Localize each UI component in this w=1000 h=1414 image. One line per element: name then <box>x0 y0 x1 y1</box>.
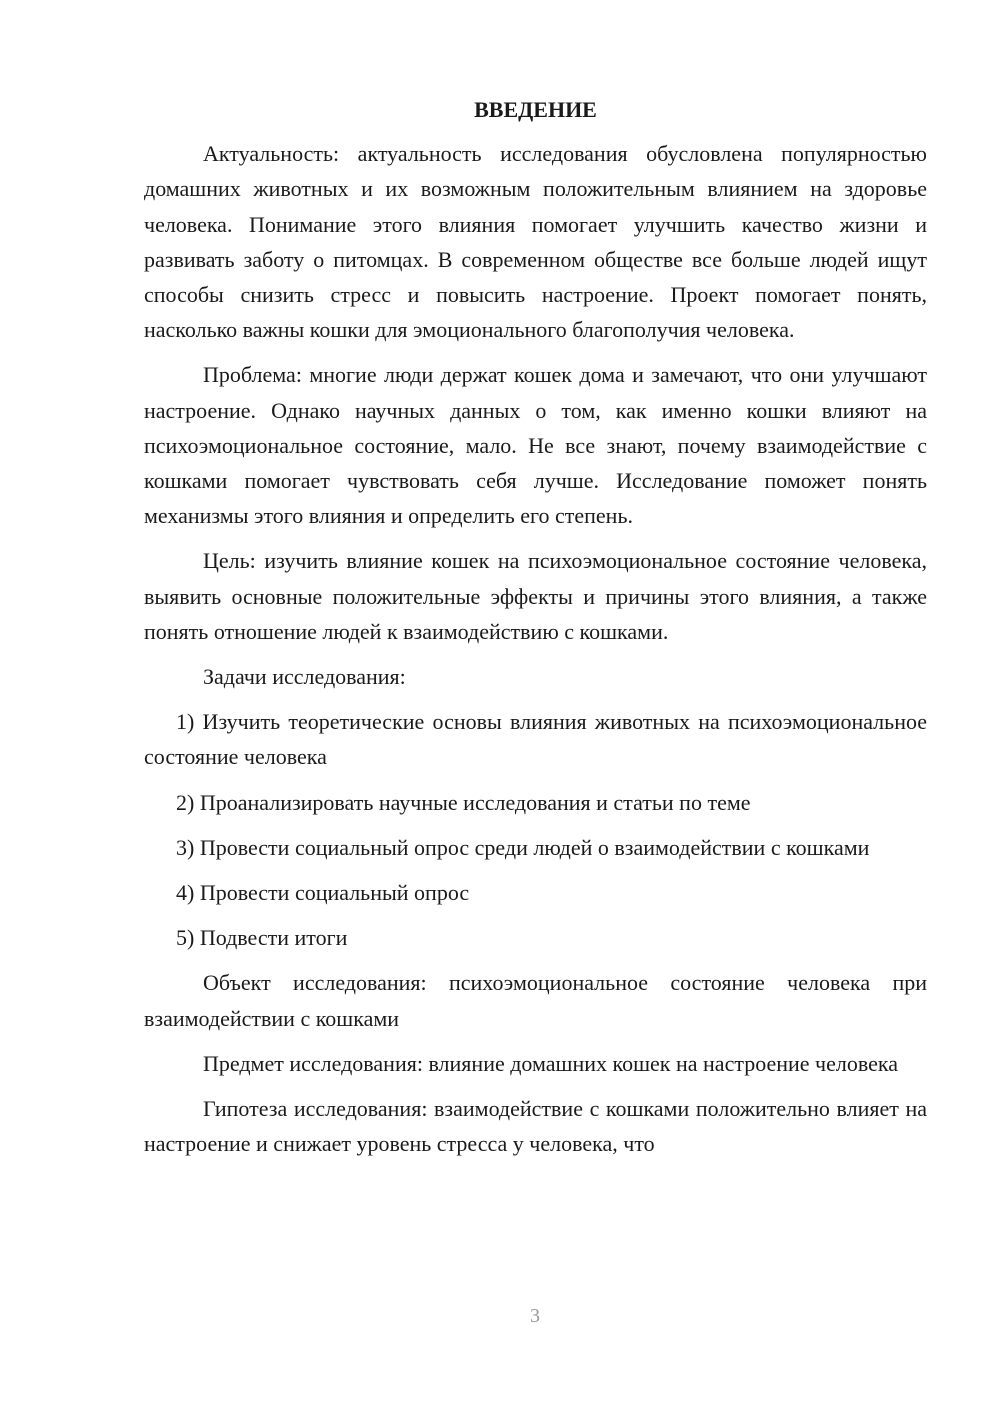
task-item-2: 2) Проанализировать научные исследования и статьи по теме <box>176 789 751 815</box>
tasks-heading: Задачи исследования: <box>203 664 406 690</box>
paragraph-subject: Предмет исследования: влияние домашних кошек на настроение человека <box>203 1050 899 1076</box>
paragraph-relevance: Актуальность: актуальность исследования обусловлена популярностью домашних животных и их возможным положительным влиянием на здоровье человека. Понимание этого влияния помогает улучшить качество жизни и развивать заботу о питомцах. В современном обществе все больше людей ищут способы снизить стресс и повысить настроение. Проект помогает понять, насколько важны кошки для эмоционального благополучия человека. <box>144 141 927 343</box>
task-item-1: 1) Изучить теоретические основы влияния животных на психоэмоциональное состояние человека <box>144 709 927 770</box>
task-item-3: 3) Провести социальный опрос среди людей о взаимодействии с кошками <box>176 834 870 860</box>
paragraph-hypothesis: Гипотеза исследования: взаимодействие с кошками положительно влияет на настроение и снижает уровень стресса у человека, что <box>144 1096 927 1157</box>
task-item-4: 4) Провести социальный опрос <box>176 880 470 906</box>
section-title: ВВЕДЕНИЕ <box>474 97 597 122</box>
task-item-5: 5) Подвести итоги <box>176 925 348 951</box>
paragraph-problem: Проблема: многие люди держат кошек дома и замечают, что они улучшают настроение. Однако научных данных о том, как именно кошки влияют на психоэмоциональное состояние, мало. Не все знают, почему взаимодействие с кошками помогает чувствовать себя лучше. Исследование поможет понять механизмы этого влияния и определить его степень. <box>144 362 927 529</box>
page-number: 3 <box>530 1305 540 1327</box>
paragraph-object: Объект исследования: психоэмоциональное состояние человека при взаимодействии с кошками <box>144 970 927 1031</box>
document-page <box>144 92 927 1161</box>
paragraph-goal: Цель: изучить влияние кошек на психоэмоциональное состояние человека, выявить основные положительные эффекты и причины этого влияния, а также понять отношение людей к взаимодействию с кошками. <box>144 548 927 644</box>
